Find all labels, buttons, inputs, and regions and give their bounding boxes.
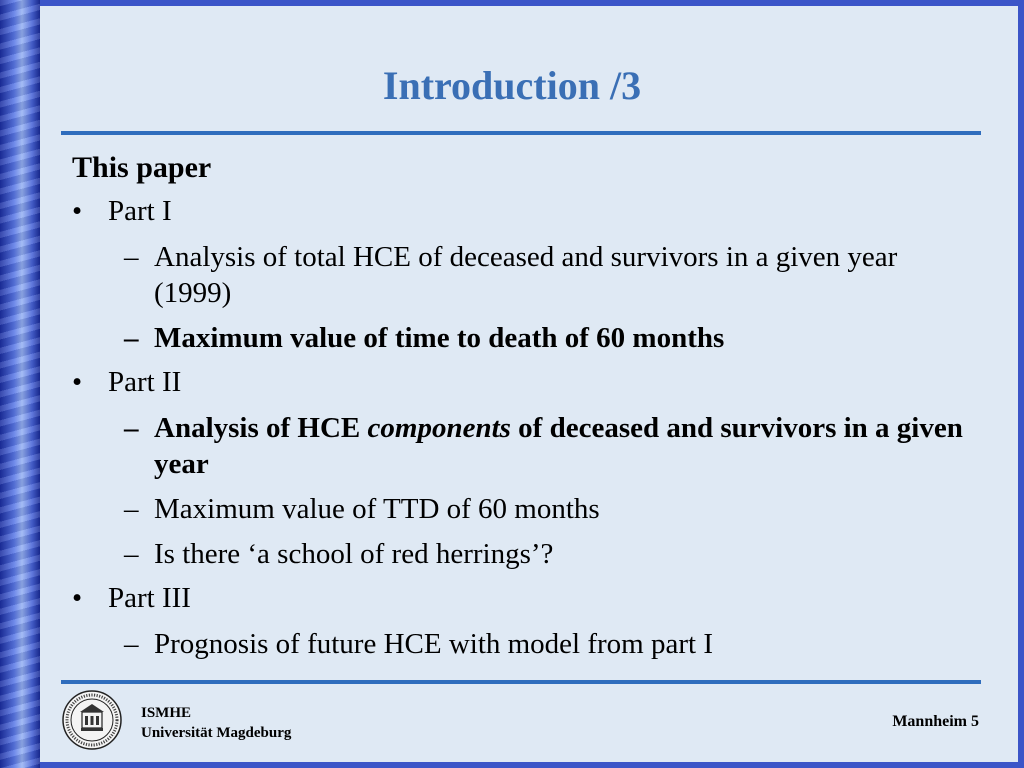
sub-item — [72, 239, 972, 311]
bullet-mark: • — [72, 582, 83, 614]
bottom-frame — [40, 762, 1024, 768]
title-rule — [61, 131, 981, 135]
sub-item — [72, 626, 972, 662]
sub-item-text: Maximum value of TTD of 60 months — [154, 493, 600, 525]
sub-item — [72, 536, 972, 572]
right-frame — [1018, 0, 1024, 768]
part-label: Part I — [108, 195, 172, 227]
sub-item-text: Analysis of total HCE of deceased and survivors in a given year (1999) — [154, 241, 898, 309]
sub-item — [72, 491, 972, 527]
sub-item-emphasis: components — [367, 412, 511, 444]
part-label: Part III — [108, 582, 191, 614]
dash-mark: – — [124, 241, 139, 273]
part-label: Part II — [108, 366, 182, 398]
left-decorative-strip — [0, 0, 40, 768]
part-item — [72, 365, 972, 400]
footer-rule — [61, 680, 981, 684]
footer-org: ISMHE — [141, 705, 192, 721]
sub-item-text: Is there ‘a school of red herrings’? — [154, 538, 554, 570]
part-item — [72, 194, 972, 229]
sub-item-text-pre: Analysis of HCE — [154, 412, 368, 444]
slide-content — [72, 150, 972, 671]
section-heading: This paper — [72, 151, 212, 184]
sub-item-text-post: of deceased and survivors in a given year — [154, 412, 963, 480]
sub-item-text: Prognosis of future HCE with model from part I — [154, 628, 713, 660]
dash-mark: – — [124, 493, 139, 525]
part-item — [72, 581, 972, 616]
sub-item — [72, 410, 972, 482]
dash-mark: – — [124, 628, 139, 660]
dash-mark: – — [124, 538, 139, 570]
dash-mark: – — [124, 322, 139, 354]
slide-title: Introduction /3 — [382, 63, 642, 108]
footer-page-label: Mannheim 5 — [892, 713, 979, 730]
bullet-mark: • — [72, 195, 83, 227]
sub-item — [72, 320, 972, 356]
footer-university: Universität Magdeburg — [141, 725, 292, 741]
footer-affiliation — [141, 703, 291, 743]
bullet-mark: • — [72, 366, 83, 398]
university-seal-logo — [62, 690, 122, 750]
dash-mark: – — [124, 412, 139, 444]
sub-item-text: Maximum value of time to death of 60 months — [154, 322, 725, 354]
